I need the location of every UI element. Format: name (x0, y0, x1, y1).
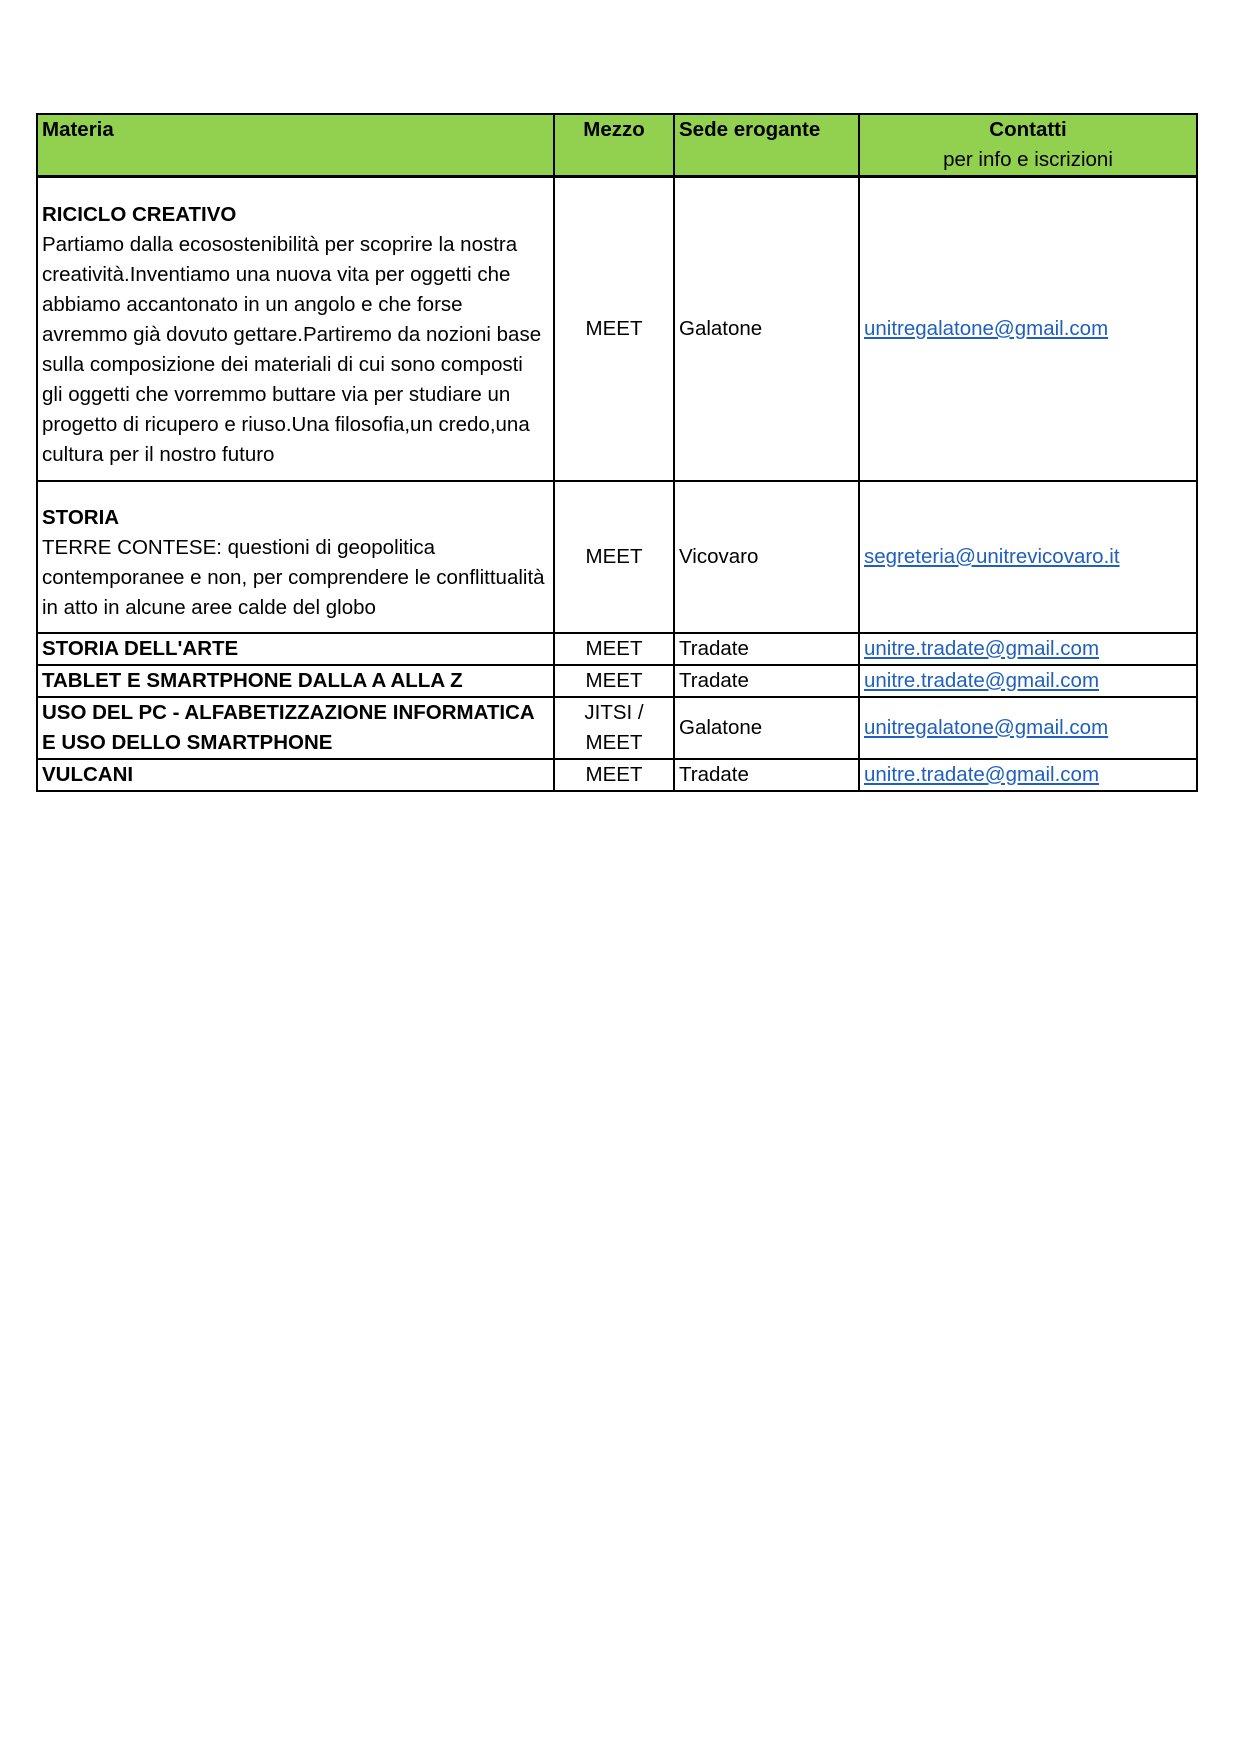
sede-cell: Tradate (674, 759, 859, 791)
contact-cell (859, 633, 1197, 665)
sede-cell: Vicovaro (674, 481, 859, 633)
header-materia: Materia (37, 114, 554, 177)
course-title: RICICLO CREATIVO (42, 202, 237, 226)
course-cell (37, 633, 554, 665)
sede-cell: Tradate (674, 633, 859, 665)
table-row (37, 697, 1197, 759)
course-title: STORIA (42, 505, 120, 529)
header-contatti-label: Contatti (989, 118, 1067, 141)
course-description: Partiamo dalla ecosostenibilità per scoprire la nostra creatività.Inventiamo una nuova vita per oggetti che abbiamo accantonato in un angolo e che forse avremmo già dovuto gettare.Partiremo da nozioni base sulla composizione dei materiali di cui sono composti gli oggetti che vorremmo buttare via per studiare un progetto di ricupero e riuso.Una filosofia,un credo,una cultura per il nostro futuro (42, 232, 542, 466)
course-title: USO DEL PC - ALFABETIZZAZIONE INFORMATICA E USO DELLO SMARTPHONE (42, 700, 534, 754)
table-header (37, 114, 1197, 177)
header-mezzo: Mezzo (554, 114, 674, 177)
contact-email-link[interactable]: unitre.tradate@gmail.com (864, 762, 1100, 786)
contact-email-link[interactable]: segreteria@unitrevicovaro.it (864, 544, 1120, 568)
course-cell (37, 481, 554, 633)
table-row (37, 177, 1197, 481)
course-cell (37, 177, 554, 481)
mezzo-cell: MEET (554, 759, 674, 791)
contact-email-link[interactable]: unitregalatone@gmail.com (864, 715, 1109, 739)
header-contatti-sub: per info e iscrizioni (943, 148, 1113, 171)
header-contatti (859, 114, 1197, 177)
course-description: TERRE CONTESE: questioni di geopolitica contemporanee e non, per comprendere le conflittualità in atto in alcune aree calde del globo (42, 535, 545, 619)
contact-email-link[interactable]: unitregalatone@gmail.com (864, 316, 1109, 340)
course-title: TABLET E SMARTPHONE DALLA A ALLA Z (42, 668, 463, 692)
course-title: STORIA DELL'ARTE (42, 636, 239, 660)
sede-cell: Tradate (674, 665, 859, 697)
table-body (37, 177, 1197, 791)
course-cell (37, 697, 554, 759)
mezzo-cell: MEET (554, 481, 674, 633)
contact-cell (859, 665, 1197, 697)
contact-cell (859, 177, 1197, 481)
course-title: VULCANI (42, 762, 134, 786)
mezzo-cell: MEET (554, 633, 674, 665)
mezzo-cell: MEET (554, 665, 674, 697)
mezzo-cell: MEET (554, 177, 674, 481)
mezzo-cell: JITSI / MEET (554, 697, 674, 759)
table-row (37, 633, 1197, 665)
course-cell (37, 665, 554, 697)
contact-email-link[interactable]: unitre.tradate@gmail.com (864, 668, 1100, 692)
courses-table (36, 113, 1198, 792)
header-row (37, 114, 1197, 177)
table-row (37, 759, 1197, 791)
sede-cell: Galatone (674, 697, 859, 759)
contact-cell (859, 697, 1197, 759)
table-row (37, 481, 1197, 633)
contact-cell (859, 481, 1197, 633)
contact-cell (859, 759, 1197, 791)
sede-cell: Galatone (674, 177, 859, 481)
table-row (37, 665, 1197, 697)
contact-email-link[interactable]: unitre.tradate@gmail.com (864, 636, 1100, 660)
header-sede: Sede erogante (674, 114, 859, 177)
course-cell (37, 759, 554, 791)
